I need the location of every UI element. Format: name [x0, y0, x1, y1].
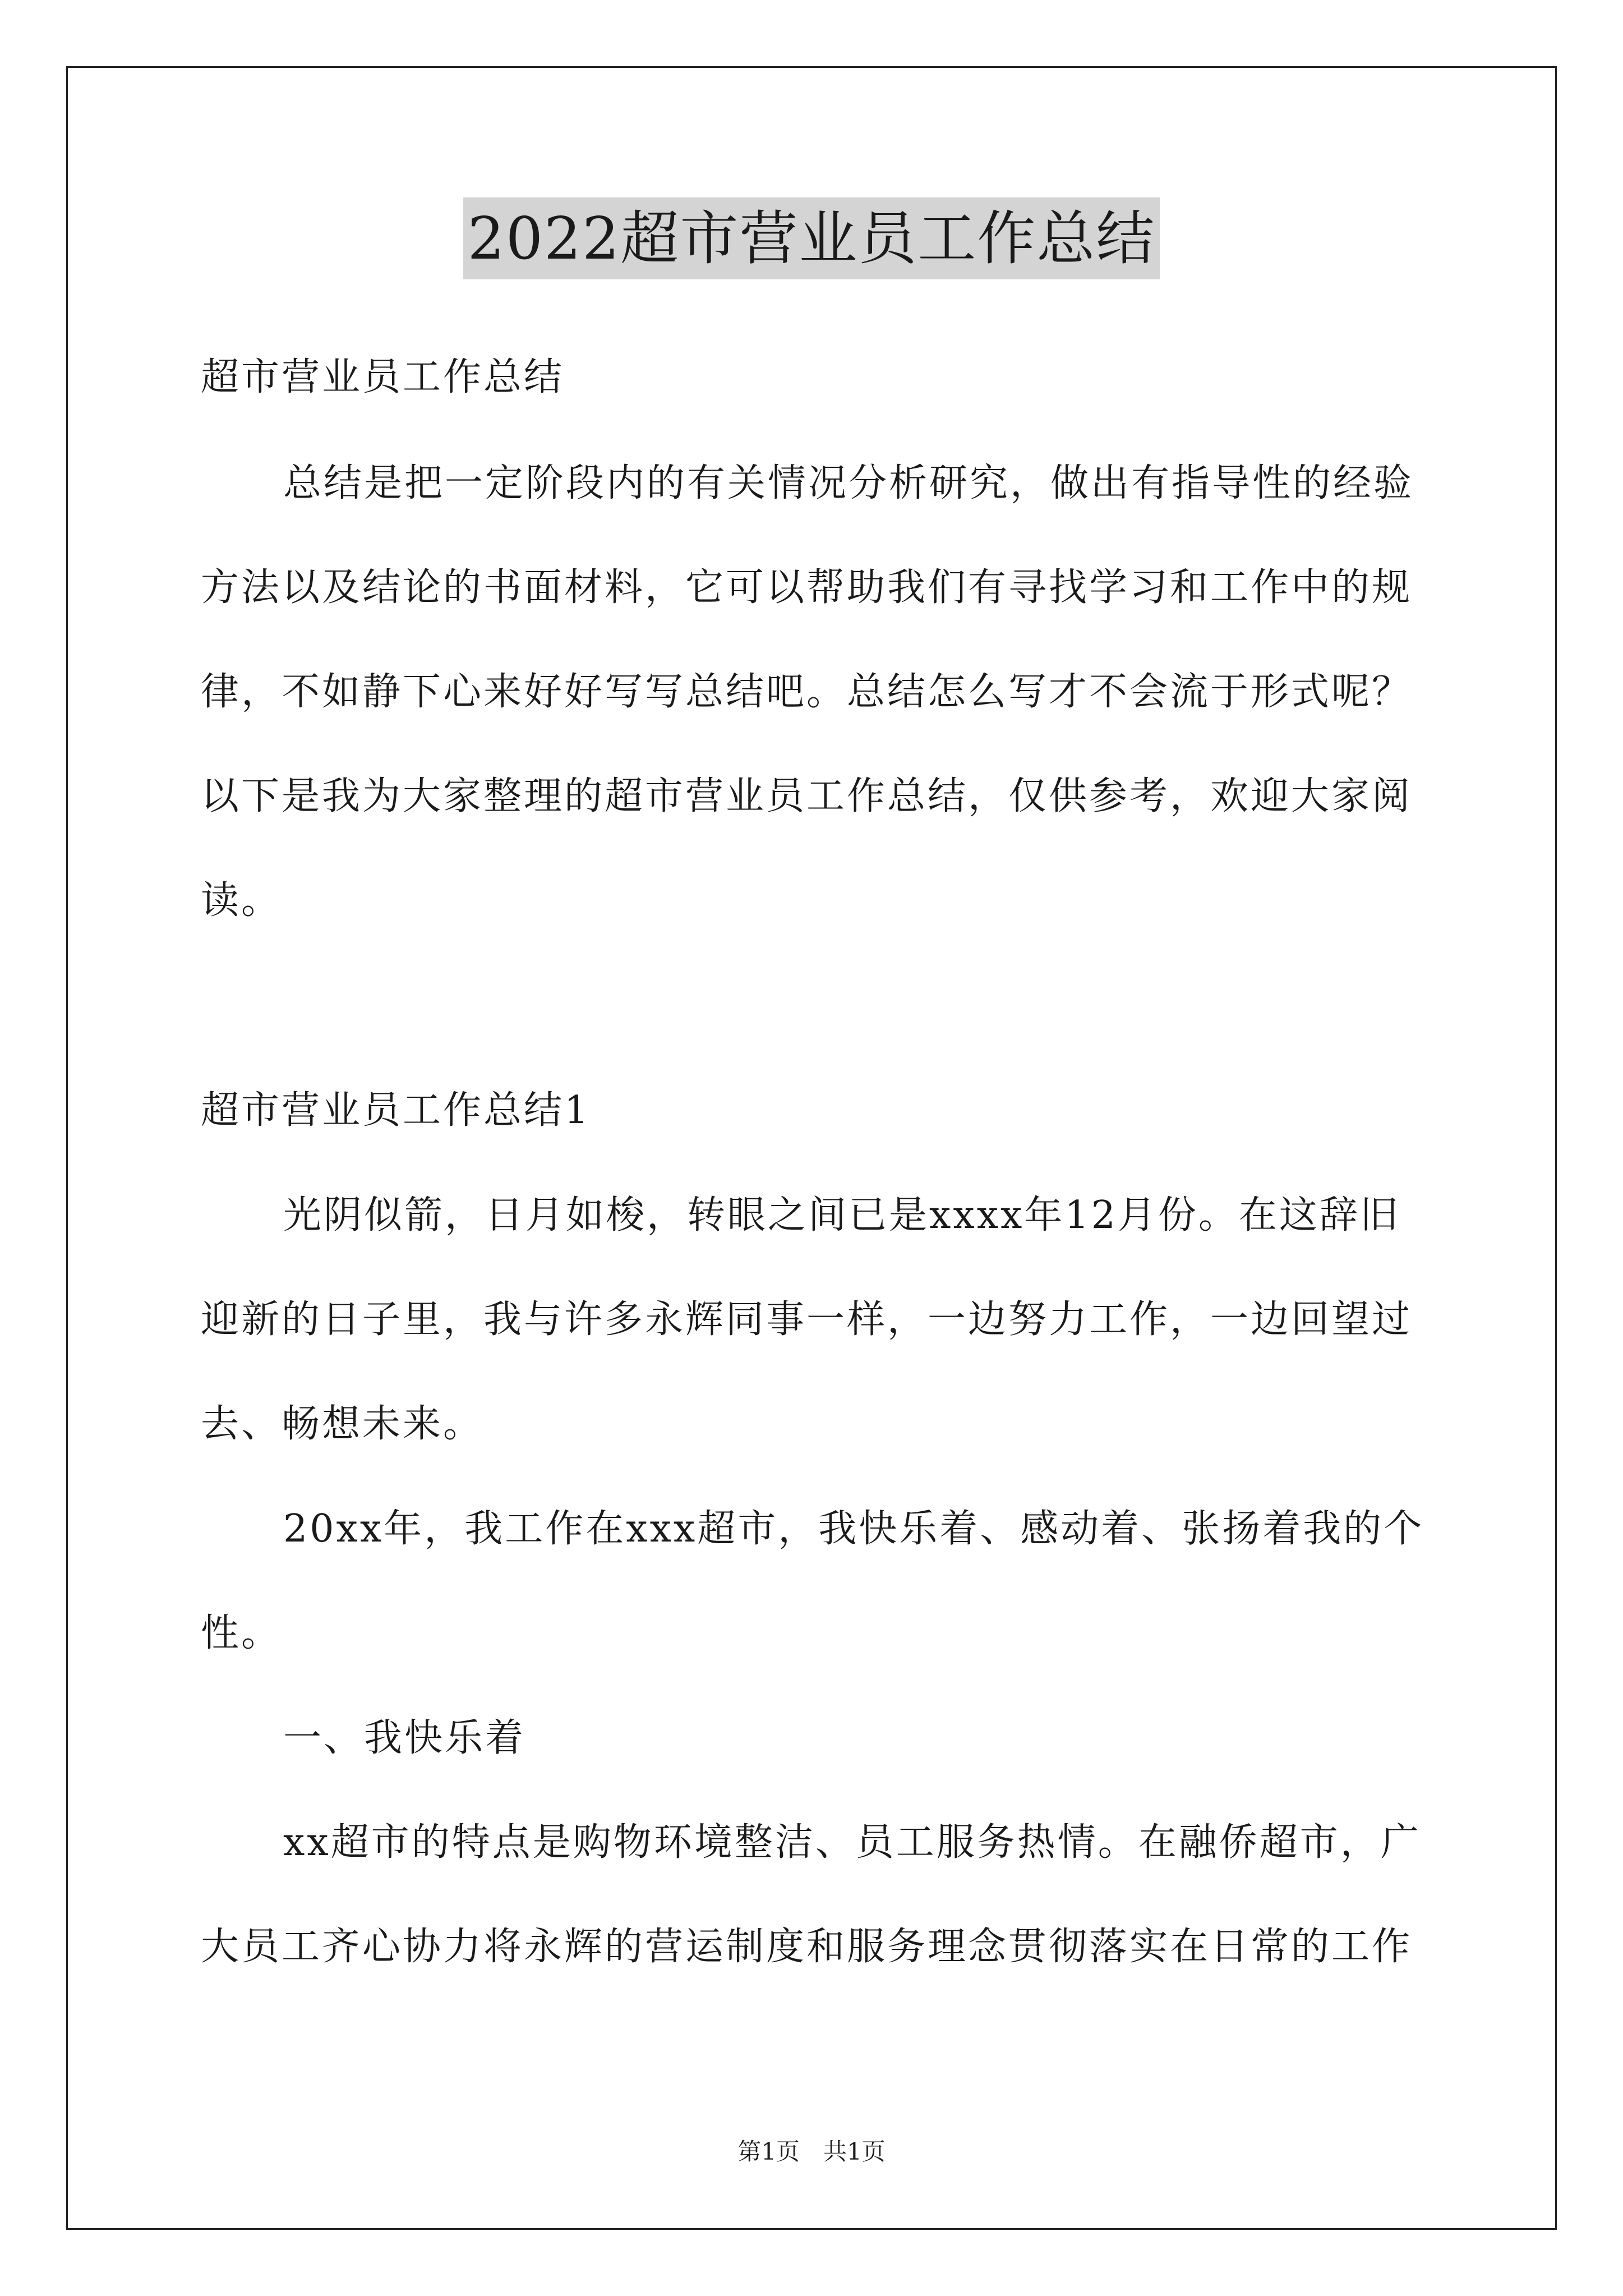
subsection-heading: 一、我快乐着: [283, 1716, 526, 1760]
paragraph-line: 以下是我为大家整理的超市营业员工作总结，仅供参考，欢迎大家阅: [201, 774, 1413, 818]
title-container: [0, 197, 1623, 279]
paragraph-line: 光阴似箭，日月如梭，转眼之间已是xxxx年12月份。在这辞旧: [283, 1193, 1400, 1237]
paragraph-line: 迎新的日子里，我与许多永辉同事一样，一边努力工作，一边回望过: [201, 1297, 1413, 1342]
section-heading: 超市营业员工作总结1: [201, 1088, 591, 1133]
paragraph-line: 总结是把一定阶段内的有关情况分析研究，做出有指导性的经验: [283, 461, 1414, 505]
page-footer: 第1页 共1页: [737, 2138, 886, 2165]
paragraph-line: xx超市的特点是购物环境整洁、员工服务热情。在融侨超市，广: [283, 1820, 1421, 1865]
paragraph-line: 律，不如静下心来好好写写总结吧。总结怎么写才不会流于形式呢？: [201, 670, 1413, 714]
paragraph-line: 读。: [201, 878, 282, 923]
paragraph-line: 大员工齐心协力将永辉的营运制度和服务理念贯彻落实在日常的工作: [201, 1925, 1413, 1969]
paragraph-line: 20xx年，我工作在xxx超市，我快乐着、感动着、张扬着我的个: [283, 1507, 1424, 1551]
document-title: 2022超市营业员工作总结: [463, 197, 1160, 279]
section-heading: 超市营业员工作总结: [201, 355, 565, 399]
paragraph-line: 方法以及结论的书面材料，它可以帮助我们有寻找学习和工作中的规: [201, 565, 1413, 610]
paragraph-line: 去、畅想未来。: [201, 1402, 484, 1446]
paragraph-line: 性。: [201, 1611, 282, 1655]
